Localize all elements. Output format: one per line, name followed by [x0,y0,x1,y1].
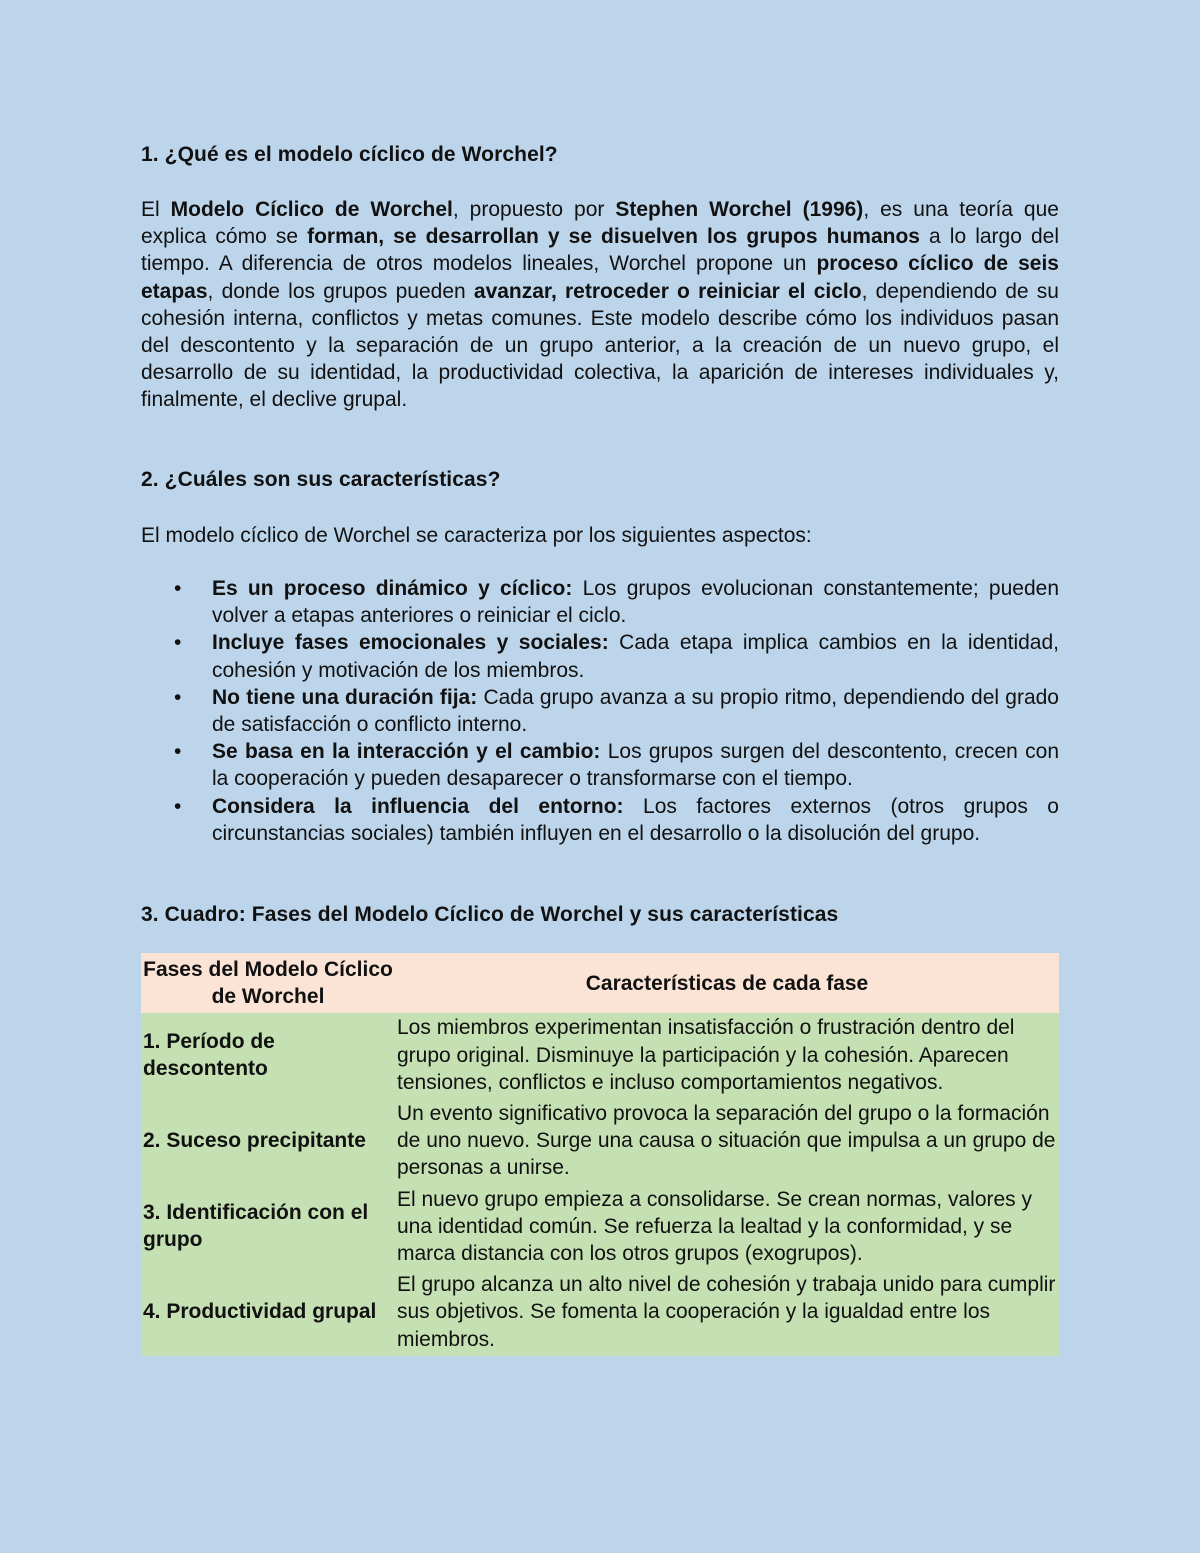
bullet-icon: • [174,577,182,600]
bullet-icon: • [174,685,182,709]
column-header-phase: Fases del Modelo Cíclico de Worchel [141,953,395,1013]
section-1-heading: 1. ¿Qué es el modelo cíclico de Worchel? [141,143,558,166]
phase-cell: 1. Período de descontento [141,1013,395,1099]
description-cell: Los miembros experimentan insatisfacción o frustración dentro del grupo original. Disminuye la participación y la cohesión. Aparecen tensiones, conflictos e incluso comportamientos negativos. [395,1013,1059,1099]
list-item-text: Cada etapa implica cambios en la identidad, cohesión y motivación de los miembros. [212,631,1059,682]
paragraph-bold-run: Stephen Worchel (1996) [615,198,864,221]
list-item [141,684,1059,738]
paragraph-bold-run: Modelo Cíclico de Worchel [170,198,453,221]
list-item [141,575,1059,629]
list-item [141,793,1059,847]
description-cell: Un evento significativo provoca la separación del grupo o la formación de uno nuevo. Surge una causa o situación que impulsa a un grupo de personas a unirse. [395,1099,1059,1185]
description-cell: El nuevo grupo empieza a consolidarse. Se crean normas, valores y una identidad común. Se refuerza la lealtad y la conformidad, y se marca distancia con los otros grupos (exogrupos). [395,1185,1059,1271]
list-item-text: Los grupos surgen del descontento, crecen con la cooperación y pueden desaparecer o transformarse con el tiempo. [212,740,1060,791]
paragraph-run: a lo largo del tiempo. A diferencia de otros modelos lineales, Worchel propone un [141,225,1059,276]
phase-cell: 2. Suceso precipitante [141,1099,395,1185]
list-item-text: Cada grupo avanza a su propio ritmo, dependiendo del grado de satisfacción o conflicto interno. [212,685,1059,737]
bullet-icon: • [174,740,182,764]
paragraph-run: , propuesto por [452,198,616,221]
paragraph-bold-run: avanzar, retroceder o reiniciar el ciclo [473,279,862,303]
section-1-paragraph [141,196,1059,414]
bullet-icon: • [174,794,182,818]
bullet-icon: • [174,631,182,655]
phases-table [141,953,1059,1356]
list-item-text: Los factores externos (otros grupos o circunstancias sociales) también influyen en el desarrollo o la disolución del grupo. [212,794,1059,845]
paragraph-run: El [141,198,171,221]
list-item-title: Considera la influencia del entorno: [212,794,624,818]
list-item-title: No tiene una duración fija: [212,685,478,709]
list-item-title: Es un proceso dinámico y cíclico: [212,577,573,600]
paragraph-run: , dependiendo de su cohesión interna, conflictos y metas comunes. Este modelo describe cómo los individuos pasan del descontento y la separación de un grupo anterior, a la creación de un nuevo grupo, el desarrollo de su identidad, la productividad colectiva, la aparición de intereses individuales y, finalmente, el declive grupal. [141,279,1059,412]
description-cell: El grupo alcanza un alto nivel de cohesión y trabaja unido para cumplir sus objetivos. Se fomenta la cooperación y la igualdad entre los miembros. [395,1270,1059,1356]
list-item-text: Los grupos evolucionan constantemente; pueden volver a etapas anteriores o reiniciar el ciclo. [212,577,1060,628]
paragraph-run: , donde los grupos pueden [207,279,474,303]
paragraph-bold-run: proceso cíclico de seis etapas [141,252,1059,303]
list-item-title: Incluye fases emocionales y sociales: [212,631,609,655]
phase-cell: 3. Identificación con el grupo [141,1185,395,1271]
table-header-row [141,953,1059,1013]
list-item [141,738,1059,792]
table-row [141,1270,1059,1356]
table-row [141,1099,1059,1185]
list-item [141,629,1059,683]
section-2-heading: 2. ¿Cuáles son sus características? [141,468,501,491]
paragraph-bold-run: forman, se desarrollan y se disuelven los grupos humanos [307,225,920,249]
characteristics-list [141,575,1059,847]
section-3-heading: 3. Cuadro: Fases del Modelo Cíclico de Worchel y sus características [141,903,839,926]
paragraph-run: , es una teoría que explica cómo se [141,198,1059,249]
section-2-intro: El modelo cíclico de Worchel se caracteriza por los siguientes aspectos: [141,524,812,547]
phase-cell: 4. Productividad grupal [141,1270,395,1356]
column-header-characteristics: Características de cada fase [395,953,1059,1013]
table-row [141,1185,1059,1271]
list-item-title: Se basa en la interacción y el cambio: [212,740,601,764]
table-row [141,1013,1059,1099]
